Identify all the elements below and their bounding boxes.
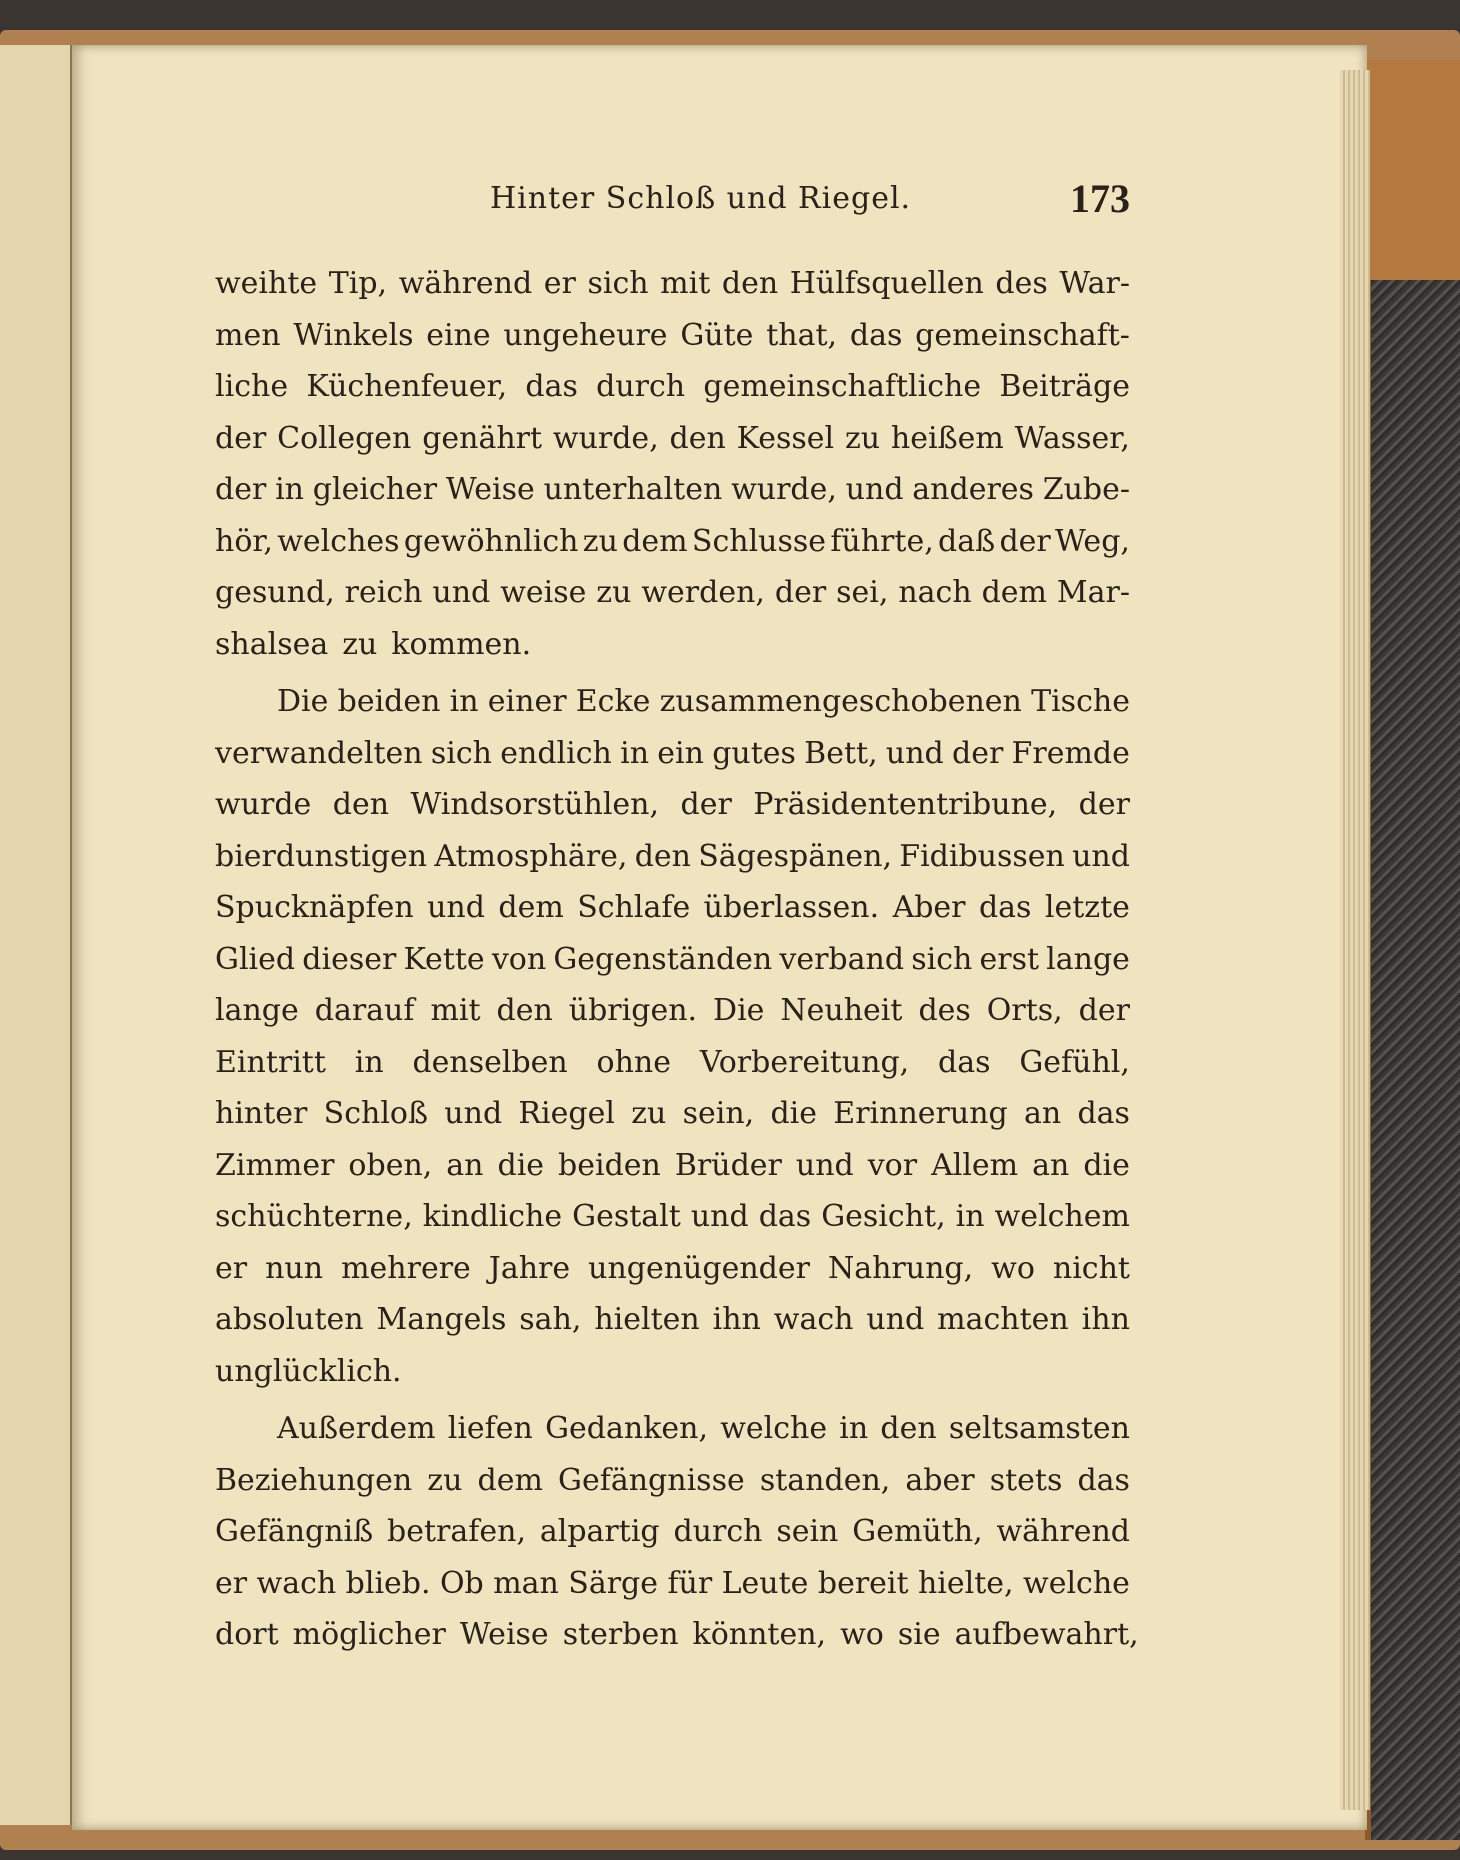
text-line: wurde den Windsorstühlen, der Präsidententribune, der (215, 787, 1130, 822)
text-line: men Winkels eine ungeheure Güte that, das gemeinschaft- (215, 317, 1130, 353)
text-line: hör, welches gewöhnlich zu dem Schlusse führte, daß der Weg, (215, 523, 1130, 559)
text-line: liche Küchenfeuer, das durch gemeinschaftliche Beiträge (215, 369, 1130, 404)
running-head-title: Hinter Schloß und Riegel. (490, 181, 912, 216)
text-line: Gefängniß betrafen, alpartig durch sein Gemüth, während (215, 1514, 1130, 1549)
text-line: weihte Tip, während er sich mit den Hülfsquellen des War- (215, 266, 1130, 301)
text-line: Beziehungen zu dem Gefängnisse standen, aber stets das (215, 1462, 1130, 1498)
paragraph (215, 1403, 1139, 1661)
paragraph (215, 258, 1130, 670)
text-line: shalsea zu kommen. (215, 626, 532, 662)
text-line: dort möglicher Weise sterben könnten, wo sie aufbewahrt, (215, 1617, 1139, 1652)
text-line: Eintritt in denselben ohne Vorbereitung, das Gefühl, (215, 1044, 1130, 1080)
facing-page-edge (0, 45, 73, 1825)
text-line: Außerdem liefen Gedanken, welche in den seltsamsten (277, 1411, 1130, 1446)
page-number: 173 (1070, 176, 1130, 221)
text-line: bierdunstigen Atmosphäre, den Sägespänen, Fidibussen und (215, 838, 1130, 874)
text-line: lange darauf mit den übrigen. Die Neuheit des Orts, der (215, 993, 1130, 1028)
text-line: gesund, reich und weise zu werden, der sei, nach dem Mar- (215, 575, 1130, 610)
text-line: hinter Schloß und Riegel zu sein, die Erinnerung an das (215, 1096, 1130, 1131)
marbled-cover-board (1365, 80, 1460, 1840)
text-line: er wach blieb. Ob man Särge für Leute bereit hielte, welche (215, 1565, 1130, 1601)
paragraph (215, 676, 1130, 1397)
text-line: er nun mehrere Jahre ungenügender Nahrung, wo nicht (215, 1250, 1130, 1286)
text-line: der Collegen genährt wurde, den Kessel zu heißem Wasser, (215, 420, 1130, 456)
text-line: der in gleicher Weise unterhalten wurde, und anderes Zube- (215, 472, 1130, 507)
text-line: verwandelten sich endlich in ein gutes Bett, und der Fremde (215, 735, 1130, 771)
text-line: schüchterne, kindliche Gestalt und das Gesicht, in welchem (215, 1199, 1130, 1234)
text-line: unglücklich. (215, 1353, 402, 1389)
running-head (490, 175, 1130, 235)
leather-corner (1365, 60, 1460, 280)
text-line: Glied dieser Kette von Gegenständen verband sich erst lange (215, 941, 1130, 977)
text-line: Die beiden in einer Ecke zusammengeschobenen Tische (277, 684, 1130, 719)
text-line: absoluten Mangels sah, hielten ihn wach und machten ihn (215, 1302, 1130, 1337)
page-edges (1340, 70, 1370, 1810)
body-text (215, 258, 1139, 1661)
text-line: Spucknäpfen und dem Schlafe überlassen. Aber das letzte (215, 890, 1130, 925)
text-line: Zimmer oben, an die beiden Brüder und vor Allem an die (215, 1147, 1130, 1183)
